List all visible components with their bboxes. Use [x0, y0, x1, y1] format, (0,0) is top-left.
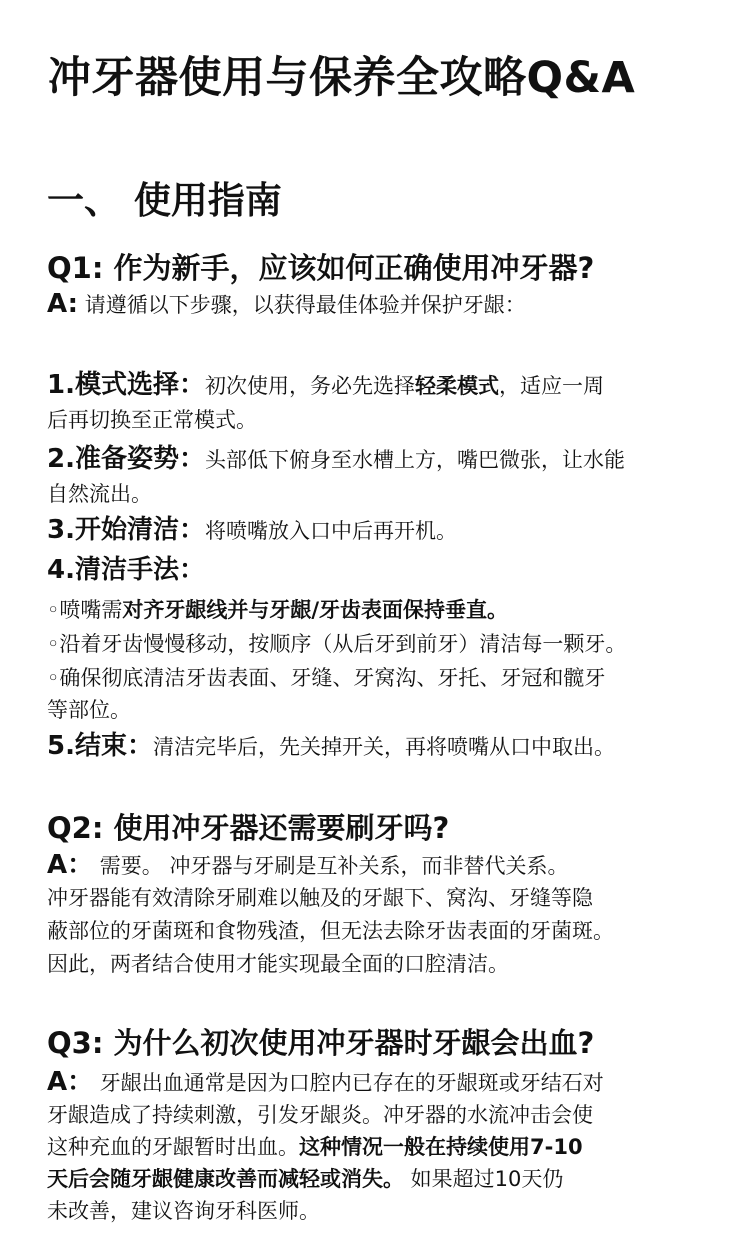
- bullet-text: ◦喷嘴需: [47, 598, 123, 622]
- bullet-1: [47, 592, 508, 629]
- step-text: 清洁完毕后，先关掉开关，再将喷嘴从口中取出。: [152, 735, 615, 759]
- step-text: 头部低下俯身至水槽上方，嘴巴微张，让水能: [204, 448, 625, 472]
- answer-label: A：: [47, 850, 94, 880]
- bullet-bold: 对齐牙龈线并与牙龈/牙齿表面保持垂直。: [122, 598, 509, 622]
- bullet-3: ◦确保彻底清洁牙齿表面、牙缝、牙窝沟、牙托、牙冠和髋牙: [47, 666, 606, 690]
- question-3: Q3: 为什么初次使用冲牙器时牙龈会出血?: [47, 1026, 595, 1060]
- question-1: Q1: 作为新手，应该如何正确使用冲牙器?: [47, 251, 595, 285]
- step-1-cont: 后再切换至正常模式。: [47, 408, 257, 432]
- step-2: [47, 441, 625, 479]
- answer-bold: 天后会随牙龈健康改善而减轻或消失。: [47, 1167, 404, 1191]
- answer-label: A：: [47, 1067, 94, 1097]
- answer-text: 如果超过10天仍: [404, 1167, 564, 1191]
- answer-text: 牙龈出血通常是因为口腔内已存在的牙龈斑或牙结石对: [93, 1071, 604, 1095]
- answer-text: 请遵循以下步骤，以获得最佳体验并保护牙龈：: [78, 293, 526, 317]
- answer-3-line-5: 未改善，建议咨询牙科医师。: [47, 1199, 320, 1223]
- answer-bold: 这种情况一般在持续使用7-10: [299, 1135, 583, 1159]
- step-label: 4.清洁手法：: [47, 555, 205, 585]
- answer-text: 需要。 冲牙器与牙刷是互补关系，而非替代关系。: [93, 854, 569, 878]
- answer-2-line-2: 冲牙器能有效清除牙刷难以触及的牙龈下、窝沟、牙缝等隐: [47, 886, 593, 910]
- step-bold: 轻柔模式: [414, 374, 499, 398]
- answer-3-line-2: 牙龈造成了持续刺激，引发牙龈炎。冲牙器的水流冲击会使: [47, 1103, 593, 1127]
- answer-text: 这种充血的牙龈暂时出血。: [47, 1135, 299, 1159]
- page-title: 冲牙器使用与保养全攻略Q&A: [48, 53, 636, 103]
- step-text: ，适应一周: [498, 374, 604, 398]
- step-5: [47, 728, 615, 766]
- answer-1-intro: [47, 286, 526, 324]
- step-2-cont: 自然流出。: [47, 482, 152, 506]
- step-4: [47, 552, 205, 590]
- step-text: 将喷嘴放入口中后再开机。: [204, 519, 457, 543]
- step-1: [47, 367, 604, 405]
- answer-2-line-3: 蔽部位的牙菌斑和食物残渣，但无法去除牙齿表面的牙菌斑。: [47, 919, 614, 943]
- step-text: 初次使用，务必先选择: [204, 374, 415, 398]
- step-label: 1.模式选择：: [47, 370, 205, 400]
- step-label: 5.结束：: [47, 731, 153, 761]
- answer-label: A:: [47, 289, 79, 319]
- step-3: [47, 512, 457, 550]
- bullet-3-cont: 等部位。: [47, 698, 131, 722]
- section-heading: 一、 使用指南: [47, 179, 282, 222]
- step-label: 2.准备姿势：: [47, 444, 205, 474]
- question-2: Q2: 使用冲牙器还需要刷牙吗?: [47, 811, 450, 845]
- step-label: 3.开始清洁：: [47, 515, 205, 545]
- answer-2-line-4: 因此，两者结合使用才能实现最全面的口腔清洁。: [47, 952, 509, 976]
- bullet-2: ◦沿着牙齿慢慢移动，按顺序（从后牙到前牙）清洁每一颗牙。: [47, 632, 627, 656]
